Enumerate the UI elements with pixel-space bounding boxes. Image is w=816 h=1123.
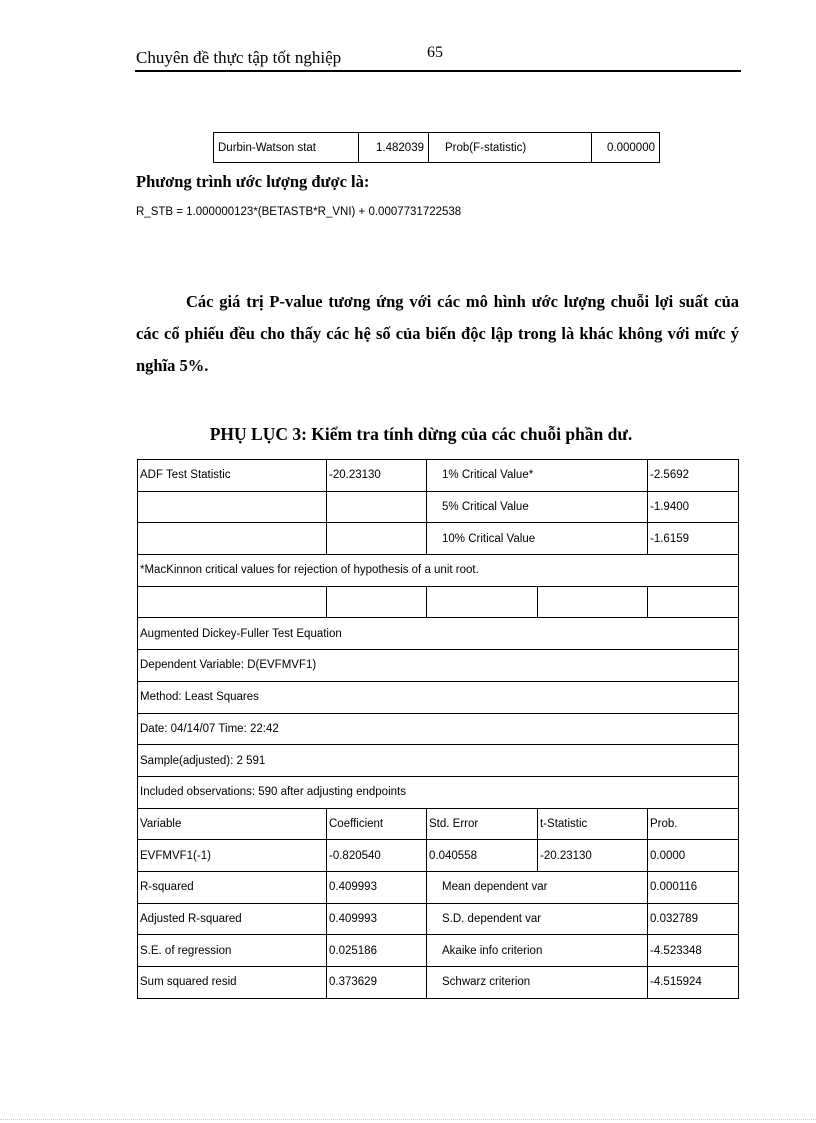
appendix-title: PHỤ LỤC 3: Kiểm tra tính dừng của các chuỗi phần dư. — [209, 424, 633, 444]
prob-f-value: 0.000000 — [592, 133, 660, 163]
critical-value: -2.5692 — [648, 460, 739, 492]
coef-cell: -20.23130 — [538, 840, 648, 872]
column-header: Prob. — [648, 808, 739, 840]
mackinnon-note: *MacKinnon critical values for rejection of hypothesis of a unit root. — [138, 555, 739, 587]
critical-label: 5% Critical Value — [427, 491, 648, 523]
table-row — [138, 618, 739, 650]
method: Method: Least Squares — [138, 681, 739, 713]
coef-cell: EVFMVF1(-1) — [138, 840, 327, 872]
adf-value: -20.23130 — [327, 460, 427, 492]
stat-value: -4.515924 — [648, 967, 739, 999]
table-row — [138, 903, 739, 935]
table-row — [138, 491, 739, 523]
adf-label: ADF Test Statistic — [138, 460, 327, 492]
stat-value: 0.025186 — [327, 935, 427, 967]
dw-label: Durbin-Watson stat — [214, 133, 359, 163]
stat-value: 0.409993 — [327, 871, 427, 903]
table-row — [138, 745, 739, 777]
sample: Sample(adjusted): 2 591 — [138, 745, 739, 777]
date-time: Date: 04/14/07 Time: 22:42 — [138, 713, 739, 745]
stat-value: 0.409993 — [327, 903, 427, 935]
empty-cell — [138, 586, 327, 618]
observations: Included observations: 590 after adjusting endpoints — [138, 776, 739, 808]
table-row — [138, 460, 739, 492]
column-header: t-Statistic — [538, 808, 648, 840]
body-paragraph — [136, 286, 739, 382]
table-row — [138, 871, 739, 903]
stat-value: 0.373629 — [327, 967, 427, 999]
table-row — [138, 586, 739, 618]
table-row — [138, 650, 739, 682]
stat-value: 0.000116 — [648, 871, 739, 903]
durbin-watson-table — [213, 132, 660, 163]
column-header: Variable — [138, 808, 327, 840]
table-row — [138, 776, 739, 808]
table-row — [138, 808, 739, 840]
table-row — [138, 935, 739, 967]
empty-cell — [138, 491, 327, 523]
paragraph-text: Các giá trị P-value tương ứng với các mô hình ước lượng chuỗi lợi suất của các cổ phiếu đều cho thấy các hệ số của biến độc lập trong là khác không với mức ý nghĩa 5%. — [136, 292, 739, 375]
dw-value: 1.482039 — [359, 133, 429, 163]
table-row — [214, 133, 660, 163]
coef-cell: -0.820540 — [327, 840, 427, 872]
column-header: Coefficient — [327, 808, 427, 840]
stat-label: Akaike info criterion — [427, 935, 648, 967]
header-title: Chuyên đề thực tập tốt nghiệp — [136, 48, 342, 67]
critical-value: -1.6159 — [648, 523, 739, 555]
stat-label: Mean dependent var — [427, 871, 648, 903]
stat-label: S.D. dependent var — [427, 903, 648, 935]
stat-value: -4.523348 — [648, 935, 739, 967]
footer-divider — [0, 1119, 816, 1120]
stat-label: Adjusted R-squared — [138, 903, 327, 935]
coef-cell: 0.040558 — [427, 840, 538, 872]
table-row — [138, 713, 739, 745]
header-rule — [135, 70, 741, 72]
adf-test-table — [137, 459, 739, 999]
coef-cell: 0.0000 — [648, 840, 739, 872]
prob-f-label: Prob(F-statistic) — [429, 133, 592, 163]
table-row — [138, 840, 739, 872]
column-header: Std. Error — [427, 808, 538, 840]
critical-label: 10% Critical Value — [427, 523, 648, 555]
empty-cell — [327, 523, 427, 555]
equation-heading: Phương trình ước lượng được là: — [136, 172, 370, 191]
empty-cell — [138, 523, 327, 555]
stat-label: Schwarz criterion — [427, 967, 648, 999]
stat-value: 0.032789 — [648, 903, 739, 935]
page-number: 65 — [427, 44, 443, 61]
table-row — [138, 523, 739, 555]
table-row — [138, 555, 739, 587]
empty-cell — [427, 586, 538, 618]
empty-cell — [648, 586, 739, 618]
stat-label: R-squared — [138, 871, 327, 903]
empty-cell — [538, 586, 648, 618]
table-row — [138, 681, 739, 713]
dependent-variable: Dependent Variable: D(EVFMVF1) — [138, 650, 739, 682]
critical-value: -1.9400 — [648, 491, 739, 523]
stat-label: Sum squared resid — [138, 967, 327, 999]
critical-label: 1% Critical Value* — [427, 460, 648, 492]
empty-cell — [327, 586, 427, 618]
equation-text: R_STB = 1.000000123*(BETASTB*R_VNI) + 0.0007731722538 — [136, 206, 462, 218]
stat-label: S.E. of regression — [138, 935, 327, 967]
empty-cell — [327, 491, 427, 523]
table-row — [138, 967, 739, 999]
equation-title: Augmented Dickey-Fuller Test Equation — [138, 618, 739, 650]
